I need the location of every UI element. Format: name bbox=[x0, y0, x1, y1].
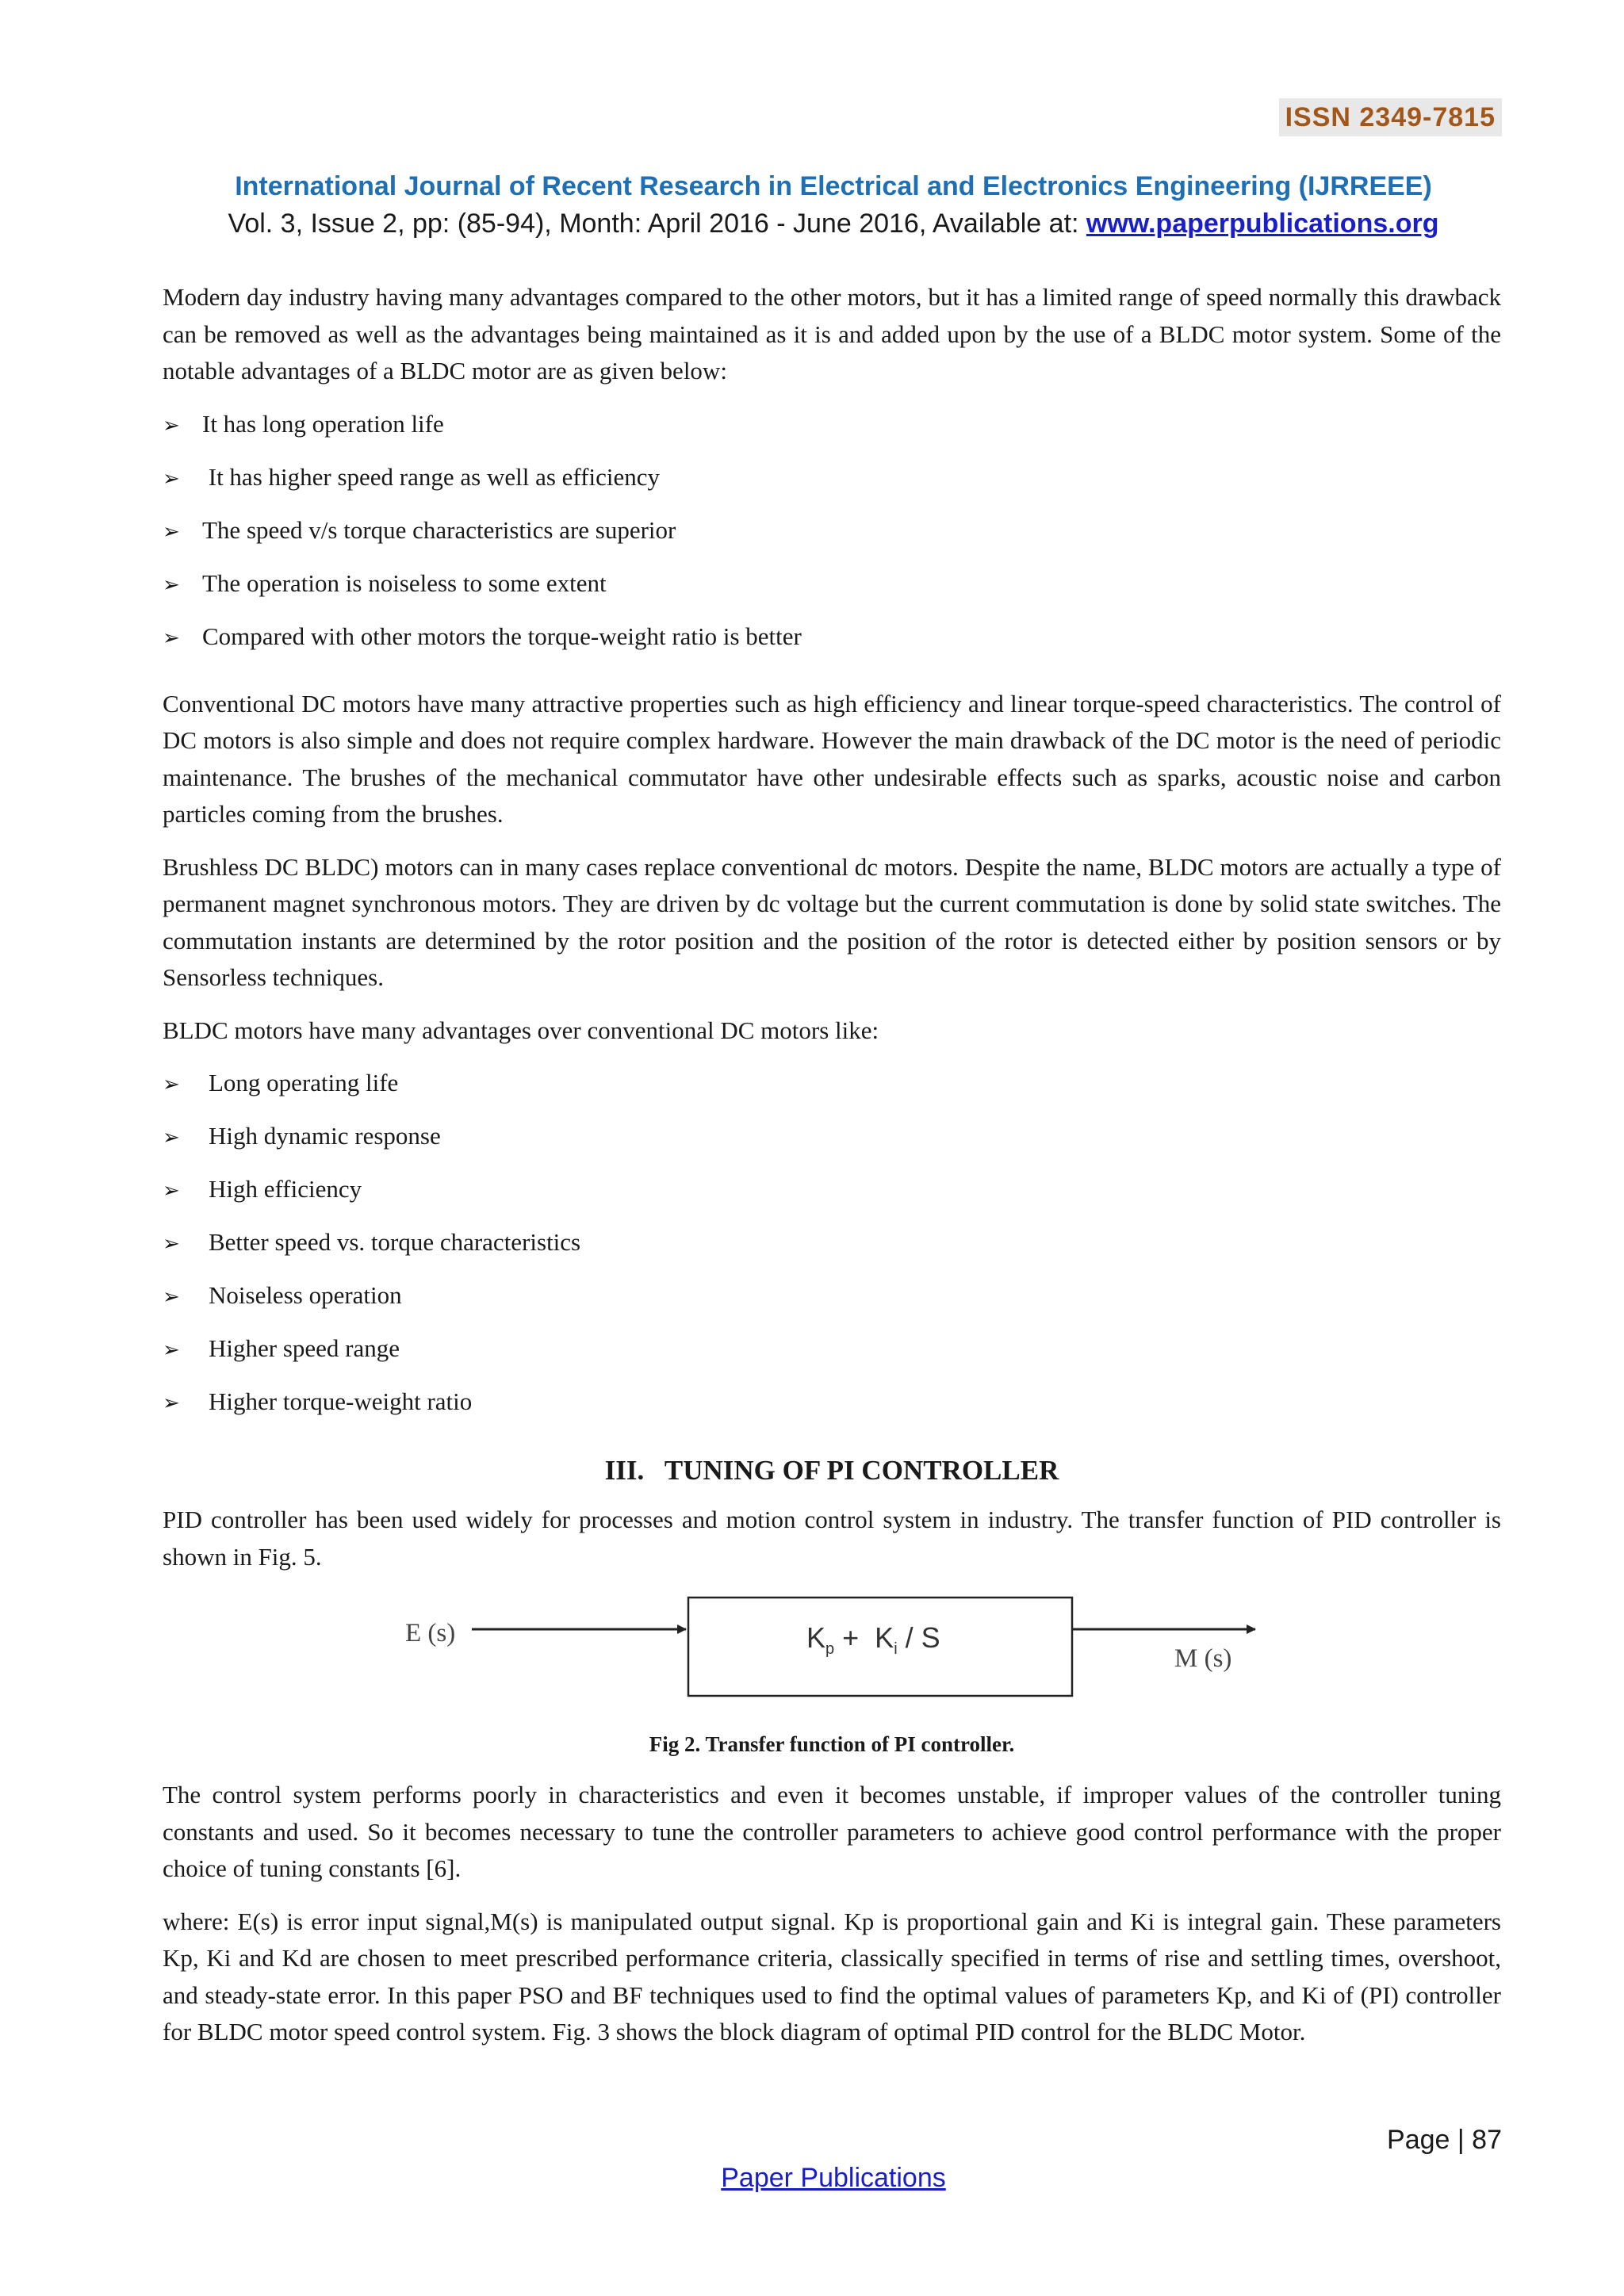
list-item-text: Higher speed range bbox=[209, 1334, 400, 1362]
input-signal-label: E (s) bbox=[405, 1619, 456, 1647]
list-item bbox=[163, 1277, 1501, 1330]
ki-symbol: + K bbox=[834, 1621, 894, 1654]
figure-caption: Fig 2. Transfer function of PI controller. bbox=[649, 1732, 1015, 1756]
list-item-text: Long operating life bbox=[209, 1069, 399, 1096]
ki-subscript: i bbox=[894, 1640, 898, 1659]
paragraph-bldc-advantages-intro: BLDC motors have many advantages over conventional DC motors like: bbox=[163, 1016, 879, 1044]
arrowhead-bullet-icon: ➢ bbox=[163, 466, 180, 491]
list-item bbox=[163, 618, 1501, 672]
list-item-text: The operation is noiseless to some extent bbox=[202, 568, 607, 597]
bldc-vs-dc-advantages-list bbox=[163, 1065, 1501, 1437]
list-item-text: High dynamic response bbox=[209, 1122, 441, 1150]
paragraph-bldc-intro: Modern day industry having many advantages compared to the other motors, but it has a limited range of speed normally this drawback can be removed as well as the advantages being maintained as it is and added upon by the use of a BLDC motor system. Some of the notable advantages of a BLDC motor are as given below: bbox=[163, 283, 1501, 385]
laplace-divisor: / S bbox=[897, 1621, 940, 1654]
page-number: Page | 87 bbox=[1387, 2125, 1502, 2155]
list-item bbox=[163, 1224, 1501, 1277]
list-item-text: The speed v/s torque characteristics are superior bbox=[202, 515, 676, 544]
arrowhead-bullet-icon: ➢ bbox=[163, 1232, 180, 1256]
list-item bbox=[163, 1171, 1501, 1224]
paragraph-conventional-dc: Conventional DC motors have many attractive properties such as high efficiency and linear torque-speed characteristics. The control of DC motors is also simple and does not require complex hardware. However the main drawback of the DC motor is the need of periodic maintenance. The brushes of the mechanical commutator have other undesirable effects such as sparks, acoustic noise and carbon particles coming from the brushes. bbox=[163, 689, 1501, 828]
list-item-text: Noiseless operation bbox=[209, 1281, 402, 1309]
list-item-text: Better speed vs. torque characteristics bbox=[209, 1228, 581, 1256]
list-item-text: It has long operation life bbox=[202, 409, 444, 438]
list-item-text: High efficiency bbox=[209, 1175, 362, 1203]
arrowhead-bullet-icon: ➢ bbox=[163, 1285, 180, 1309]
journal-title: International Journal of Recent Research in Electrical and Electronics Engineering (IJRREEE) bbox=[235, 171, 1432, 201]
arrowhead-bullet-icon: ➢ bbox=[163, 1391, 180, 1415]
paragraph-tuning-constants: The control system performs poorly in characteristics and even it becomes unstable, if improper values of the controller tuning constants and used. So it becomes necessary to tune the controller parameters to achieve good control performance with the proper choice of tuning constants [6]. bbox=[163, 1781, 1501, 1882]
kp-symbol: K bbox=[806, 1621, 826, 1654]
website-link[interactable]: www.paperpublications.org bbox=[1086, 209, 1439, 239]
list-item bbox=[163, 459, 1501, 512]
transfer-function-diagram bbox=[163, 1591, 1501, 1718]
arrowhead-bullet-icon: ➢ bbox=[163, 413, 180, 438]
publisher-link[interactable]: Paper Publications bbox=[721, 2163, 946, 2193]
list-item bbox=[163, 1330, 1501, 1383]
kp-subscript: p bbox=[825, 1640, 835, 1659]
article-body bbox=[163, 279, 1501, 2067]
list-item bbox=[163, 1065, 1501, 1118]
issn-badge: ISSN 2349-7815 bbox=[1279, 98, 1502, 136]
list-item-text: Compared with other motors the torque-weight ratio is better bbox=[202, 622, 802, 650]
arrowhead-bullet-icon: ➢ bbox=[163, 1179, 180, 1203]
arrowhead-bullet-icon: ➢ bbox=[163, 626, 180, 650]
output-signal-label: M (s) bbox=[1174, 1644, 1232, 1673]
arrowhead-bullet-icon: ➢ bbox=[163, 1126, 180, 1150]
arrowhead-bullet-icon: ➢ bbox=[163, 1338, 180, 1362]
paragraph-pid-intro: PID controller has been used widely for processes and motion control system in industry. The transfer function of PID controller is shown in Fig. 5. bbox=[163, 1506, 1501, 1571]
section-heading: III. TUNING OF PI CONTROLLER bbox=[604, 1455, 1059, 1486]
volume-info-text: Vol. 3, Issue 2, pp: (85-94), Month: April 2016 - June 2016, Available at: bbox=[228, 209, 1086, 239]
list-item bbox=[163, 406, 1501, 459]
list-item-text: It has higher speed range as well as efficiency bbox=[202, 462, 660, 491]
controller-formula bbox=[806, 1620, 940, 1668]
paragraph-where: where: E(s) is error input signal,M(s) is manipulated output signal. Kp is proportional gain and Ki is integral gain. These parameters Kp, Ki and Kd are chosen to meet prescribed performance criteria, classically specified in terms of rise and settling times, overshoot, and steady-state error. In this paper PSO and BF techniques used to find the optimal values of parameters Kp, and Ki of (PI) controller for BLDC motor speed control system. Fig. 3 shows the block diagram of optimal PID control for the BLDC Motor. bbox=[163, 1907, 1501, 2045]
bldc-advantages-list bbox=[163, 406, 1501, 672]
arrowhead-bullet-icon: ➢ bbox=[163, 1073, 180, 1096]
volume-info bbox=[0, 209, 1624, 239]
paragraph-brushless-dc: Brushless DC BLDC) motors can in many cases replace conventional dc motors. Despite the name, BLDC motors are actually a type of permanent magnet synchronous motors. They are driven by dc voltage but the current commutation is done by solid state switches. The commutation instants are determined by the rotor position and the position of the rotor is detected either by position sensors or by Sensorless techniques. bbox=[163, 852, 1501, 991]
list-item bbox=[163, 1118, 1501, 1171]
list-item bbox=[163, 565, 1501, 618]
list-item bbox=[163, 512, 1501, 565]
arrowhead-bullet-icon: ➢ bbox=[163, 572, 180, 597]
list-item bbox=[163, 1383, 1501, 1437]
list-item-text: Higher torque-weight ratio bbox=[209, 1387, 473, 1415]
arrowhead-bullet-icon: ➢ bbox=[163, 519, 180, 544]
